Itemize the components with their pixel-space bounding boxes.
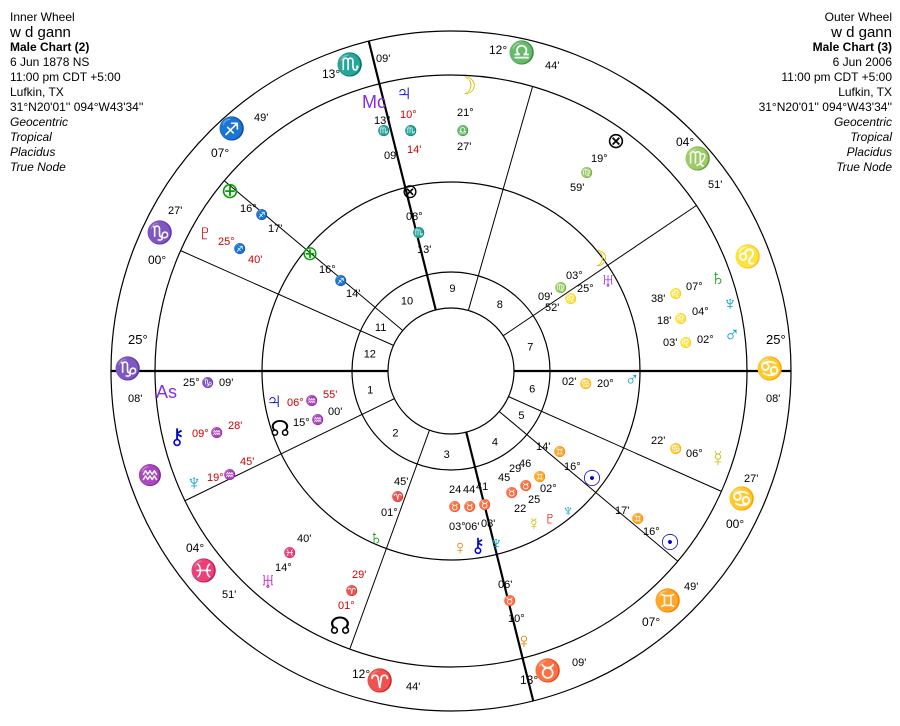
cusp-desc-min: 08' <box>766 393 781 405</box>
sm-sag1-icon: ♐ <box>255 210 269 221</box>
cusp-cap-min: 27' <box>168 205 183 217</box>
house-number-9: 9 <box>449 283 456 296</box>
sm-cap-icon: ♑ <box>201 378 215 389</box>
virgo-sign-icon: ♍ <box>684 146 712 171</box>
cancer-sign-icon: ♋ <box>756 356 784 381</box>
outer-opt-truenode: True Node <box>836 160 892 174</box>
neptune-b-icon: ♆ <box>562 503 574 520</box>
house-number-1: 1 <box>367 384 374 397</box>
capricorn-sign-icon: ♑ <box>146 220 174 245</box>
jup-top-min: 14' <box>407 144 422 156</box>
pluto-deg: 25° <box>218 236 235 248</box>
sm-tau6-icon: ♉ <box>503 596 517 607</box>
sat-r-min: 38' <box>651 293 666 305</box>
sm-leo4-icon: ♌ <box>679 338 693 349</box>
gemini-sign-icon: ♊ <box>654 588 682 613</box>
saturn-r-icon: ♄ <box>709 265 727 290</box>
sun-b2-deg: 29 <box>509 463 522 475</box>
house-number-10: 10 <box>400 295 414 308</box>
inner-wheel-label: Inner Wheel <box>10 10 75 24</box>
outer-chart-time: 11:00 pm CDT +5:00 <box>781 70 892 84</box>
node-left-icon: ☊ <box>270 416 290 441</box>
outer-wheel-label: Outer Wheel <box>824 10 892 24</box>
sm-aq3-icon: ♒ <box>210 428 224 439</box>
venus-bb-min: 10° <box>508 613 525 625</box>
cusp-9 <box>468 86 532 310</box>
chiron-left-icon: ⚷ <box>168 424 186 449</box>
house-number-3: 3 <box>443 448 450 461</box>
venus-b-min: 03° <box>449 521 466 533</box>
cusp-desc-deg: 25° <box>766 332 786 347</box>
inner-opt-geocentric: Geocentric <box>10 115 69 129</box>
node-l-min: 00' <box>328 406 343 418</box>
house-number-2: 2 <box>392 427 399 440</box>
pluto-min: 40' <box>248 254 263 266</box>
sm-tau3-icon: ♉ <box>478 500 492 511</box>
pof-mid-deg: 16° <box>319 264 336 276</box>
sm-pis-icon: ♓ <box>283 548 297 559</box>
as-deg: 25° <box>183 377 200 389</box>
house-number-6: 6 <box>529 383 536 396</box>
cusp-ari-min: 44' <box>406 681 421 693</box>
cusp-tau-min: 09' <box>572 657 587 669</box>
inner-opt-placidus: Placidus <box>10 145 56 159</box>
sat-b-min: 45' <box>394 476 409 488</box>
mars-inner-min: 02' <box>562 376 577 388</box>
merc-r-deg: 06° <box>686 448 703 460</box>
neptune-bb-icon: ♆ <box>488 533 504 555</box>
cusp-3 <box>350 427 430 649</box>
sm-gem3-icon: ♊ <box>631 514 645 525</box>
inner-chart-date: 6 Jun 1878 NS <box>10 55 90 69</box>
jupiter-top-icon: ♃ <box>395 80 413 105</box>
sm-can2-icon: ♋ <box>669 444 683 455</box>
neptune-r-icon: ♆ <box>722 293 738 315</box>
inner-chart-title: Male Chart (2) <box>10 40 90 54</box>
house-number-12: 12 <box>363 348 376 361</box>
nep-l-deg: 19° <box>207 472 224 484</box>
jup-top-deg: 10° <box>400 109 417 121</box>
sm-tau1-icon: ♉ <box>448 502 462 513</box>
sat-bb-deg: 29' <box>352 569 367 581</box>
sat-b-deg: 01° <box>381 507 398 519</box>
inner-chart-time: 11:00 pm CDT +5:00 <box>10 70 121 84</box>
uran-b-min: 40' <box>297 533 312 545</box>
mars-r-icon: ♂ <box>723 322 741 347</box>
merc-b-min: 16° <box>564 461 581 473</box>
node-b-icon: ☊ <box>329 613 351 640</box>
sagittarius-sign-icon: ♐ <box>218 116 246 141</box>
nep-b-min: 08' <box>481 518 496 530</box>
cusp-outer-top-min: 44' <box>545 60 560 72</box>
sm-gem2-icon: ♊ <box>553 447 567 458</box>
inner-chart-coords: 31°N20'01'' 094°W43'34'' <box>10 100 144 114</box>
jupiter-left-icon: ♃ <box>265 388 283 413</box>
sm-ari2-icon: ♈ <box>345 586 359 597</box>
outer-chart-title: Male Chart (3) <box>812 40 892 54</box>
cusp-pis-min: 51' <box>222 589 237 601</box>
inner-chart-place: Lufkin, TX <box>10 85 64 99</box>
saturn-b-icon: ♄ <box>368 527 384 549</box>
sm-leo1-icon: ♌ <box>564 294 578 305</box>
venus-b-icon: ♀ <box>452 537 468 559</box>
capricorn-sign-asc-icon: ♑ <box>114 356 142 381</box>
mercury-r-icon: ☿ <box>709 446 727 471</box>
nep-r-deg: 04° <box>692 306 709 318</box>
sm-vir2-icon: ♍ <box>554 283 568 294</box>
cusp-gem-min: 49' <box>684 581 699 593</box>
outer-opt-placidus: Placidus <box>846 145 892 159</box>
pof-inner-min: 13' <box>417 244 432 256</box>
outer-chart-date: 6 Jun 2006 <box>832 55 892 69</box>
mc-deg: 13° <box>374 115 391 127</box>
scorpio-sign-icon: ♏ <box>336 52 364 77</box>
mercury-b-icon: ☿ <box>527 514 541 534</box>
sm-tau5-icon: ♉ <box>519 481 533 492</box>
inner-opt-truenode: True Node <box>10 160 66 174</box>
pof-top-icon: ⊗ <box>606 128 626 153</box>
as-min: 09' <box>219 377 234 389</box>
sun-rr-icon: ☉ <box>660 530 680 555</box>
house-number-4: 4 <box>491 436 499 449</box>
cusp-outer-tl-deg: 13° <box>322 67 341 81</box>
cusp-outer-mc-min1: 51' <box>708 179 723 191</box>
cusp-outer-mc-deg1: 04° <box>676 135 695 149</box>
mc-min: 09' <box>384 150 399 162</box>
cusp-2 <box>185 399 394 501</box>
pof-left-min: 17' <box>268 223 283 235</box>
cusp-tau-deg: 13° <box>520 673 539 687</box>
neptune-left-icon: ♆ <box>185 470 203 495</box>
outer-opt-geocentric: Geocentric <box>833 115 892 129</box>
as-label: As <box>156 382 178 402</box>
sm-aq1-icon: ♒ <box>305 396 319 407</box>
nep-r-min: 18' <box>657 315 672 327</box>
pluto-left-icon: ♇ <box>196 220 214 245</box>
aries-sign-icon: ♈ <box>366 668 394 693</box>
sm-lib-icon: ♎ <box>456 126 470 137</box>
outer-chart-name: w d gann <box>831 24 892 41</box>
cusp-sag-deg: 07° <box>211 146 230 160</box>
cusp-gem-deg: 07° <box>642 615 661 629</box>
node-l-deg: 15° <box>293 417 310 429</box>
sat-r-deg: 07° <box>686 281 703 293</box>
house-number-11: 11 <box>374 322 387 335</box>
uranus-r-icon: ♅ <box>600 270 616 292</box>
sun-r-min: 17' <box>615 505 630 517</box>
uranus-b-icon: ♅ <box>259 568 277 593</box>
cusp-aq-deg: 00° <box>726 517 745 531</box>
mc-label: Mc <box>362 92 386 112</box>
chir-l-deg: 09° <box>192 428 209 440</box>
mars-inner-icon: ♂ <box>624 369 640 391</box>
cusp-cap-deg: 00° <box>148 253 167 267</box>
sm-gem1-icon: ♊ <box>533 472 547 483</box>
pisces-sign-icon: ♓ <box>190 558 218 583</box>
merc-r-min: 22' <box>651 435 666 447</box>
cusp-sag-min: 49' <box>254 112 269 124</box>
cusp-outer-tl-min: 09' <box>376 53 391 65</box>
cusp-outer-top-deg: 12° <box>489 43 508 57</box>
mars-inner-deg: 20° <box>597 378 614 390</box>
nep-l-min: 45' <box>240 456 255 468</box>
moon-r-deg: 03° <box>566 270 583 282</box>
cusp-pis-deg: 04° <box>186 541 205 555</box>
cancer-sign-2-icon: ♋ <box>728 486 756 511</box>
sm-leo2-icon: ♌ <box>669 289 683 300</box>
sun-b1-deg: 45 <box>498 472 511 484</box>
sm-leo3-icon: ♌ <box>674 314 688 325</box>
pof-left-deg: 16° <box>240 203 257 215</box>
taurus-sign-icon: ♉ <box>534 658 562 683</box>
cusp-12 <box>181 251 394 346</box>
venus-b-deg: 24 <box>449 484 462 496</box>
uran-r-min: 52' <box>545 302 560 314</box>
sm-tau2-icon: ♉ <box>463 502 477 513</box>
inner-opt-tropical: Tropical <box>10 130 52 144</box>
sm-sag2-icon: ♐ <box>233 244 247 255</box>
house-number-5: 5 <box>518 409 525 422</box>
moon-r-icon: ☽ <box>588 246 608 271</box>
house-number-7: 7 <box>527 341 534 354</box>
sm-sag3-icon: ♐ <box>334 276 348 287</box>
sm-sco2-icon: ♏ <box>404 126 418 137</box>
pof-top-min: 59' <box>570 182 585 194</box>
sm-can1-icon: ♋ <box>579 379 593 390</box>
center-circle <box>388 308 514 434</box>
pof-mid-icon: ⊕ <box>301 243 319 265</box>
cusp-asc-deg: 25° <box>128 332 148 347</box>
sm-sco3-icon: ♏ <box>412 228 426 239</box>
sun-r-deg: 16° <box>643 526 660 538</box>
nep-b-deg: 41 <box>476 481 489 493</box>
sm-ari1-icon: ♈ <box>391 492 405 503</box>
venus-bb-deg: 06' <box>498 579 513 591</box>
house-number-8: 8 <box>496 298 503 311</box>
sun-b3-deg: 46 <box>519 458 532 470</box>
chiron-b-icon: ⚷ <box>470 535 486 557</box>
pl-b-x: 02° <box>540 483 557 495</box>
mars-r-deg: 02° <box>697 334 714 346</box>
cusp-aq-min: 27' <box>744 473 759 485</box>
sat-bb-min: 01° <box>338 600 355 612</box>
chir-b-min: 06' <box>465 521 480 533</box>
inner-chart-name: w d gann <box>10 24 71 41</box>
chir-b-deg: 44 <box>463 484 476 496</box>
pl-b-deg: 22 <box>514 503 527 515</box>
chir-l-min: 28' <box>228 420 243 432</box>
merc-b-deg: 14' <box>536 441 551 453</box>
outer-opt-tropical: Tropical <box>850 130 892 144</box>
jup-l-min: 55' <box>323 389 338 401</box>
leo-sign-icon: ♌ <box>734 244 762 269</box>
sm-vir-icon: ♍ <box>580 168 594 179</box>
moon-top-min: 27' <box>457 141 472 153</box>
sm-tau4-icon: ♉ <box>505 488 519 499</box>
aquarius-sign-icon: ♒ <box>137 465 163 487</box>
moon-top-deg: 21° <box>457 107 474 119</box>
sm-aq4-icon: ♒ <box>223 470 237 481</box>
outer-chart-place: Lufkin, TX <box>838 85 892 99</box>
mars-r-min: 03' <box>663 337 678 349</box>
jup-l-deg: 06° <box>287 397 304 409</box>
pl-b-min: 25 <box>528 494 541 506</box>
libra-sign-icon: ♎ <box>508 40 536 65</box>
venus-bb-icon: ♀ <box>515 628 533 653</box>
sm-aq2-icon: ♒ <box>311 415 325 426</box>
uran-r-deg: 09' <box>538 291 553 303</box>
uran-b-deg: 14° <box>275 562 292 574</box>
sm-sco1-icon: ♏ <box>377 126 391 137</box>
outer-chart-coords: 31°N20'01'' 094°W43'34'' <box>758 100 892 114</box>
pof-top-deg: 19° <box>591 153 608 165</box>
pof-left-icon: ⊕ <box>220 178 240 203</box>
sun-r-icon: ☉ <box>582 466 602 491</box>
cusp-asc-min: 08' <box>128 393 143 405</box>
moon-r-min: 25° <box>577 283 594 295</box>
moon-top-icon: ☽ <box>455 73 477 100</box>
pluto-b-icon: ♇ <box>543 508 557 528</box>
pof-inner-deg: 08° <box>406 211 423 223</box>
pof-inner-icon: ⊗ <box>401 181 419 203</box>
pof-mid-min: 14' <box>346 288 361 300</box>
cusp-ari-deg: 12° <box>352 667 371 681</box>
